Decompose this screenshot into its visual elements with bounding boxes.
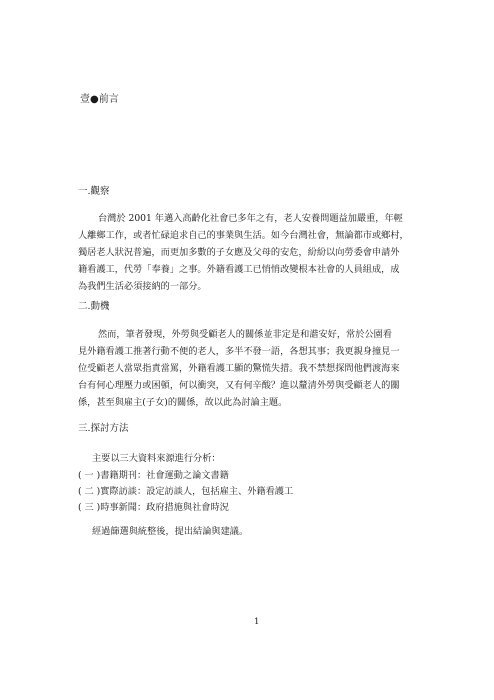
paragraph-line: 籍看護工，代勞「奉養」之事。外籍看護工已悄悄改變根本社會的人員組成，成 [78,264,400,275]
paragraph-line: 台有何心理壓力或困頓，何以衝突，又有何辛酸？進以釐清外勞與受顧老人的關 [78,380,400,391]
section-heading-motivation: 二.動機 [78,301,110,312]
paragraph-line: 係，甚至與雇主(子女)的關係，故以此為討論主題。 [78,397,288,408]
methods-intro: 主要以三大資料來源進行分析： [92,453,221,464]
paragraph-line: 為我們生活必須接納的一部分。 [78,281,207,292]
paragraph-line: 台灣於 2001 年邁入高齡化社會已多年之有，老人安養問題益加嚴重，年輕 [98,213,403,224]
method-list-item: ( 一 )書籍期刊：社會運動之論文書籍 [78,470,229,481]
document-title: 壹●前言 [80,94,119,105]
method-list-item: ( 二 )實際訪談：設定訪談人，包括雇主、外籍看護工 [78,486,294,497]
paragraph-line: 見外籍看護工推著行動不便的老人，多半不發一語，各想其事；我更親身撞見一 [78,346,400,357]
page-number: 1 [254,617,260,627]
section-heading-observation: 一.觀察 [78,186,110,197]
paragraph-line: 位受顧老人當眾指責當罵，外籍看護工顯的驚慌失措。我不禁想探問他們渡海來 [78,363,400,374]
paragraph-line: 然而，筆者發現，外勞與受顧老人的關係並非定是和諧安好，常於公園看 [98,329,392,340]
paragraph-line: 獨居老人狀況普遍，而更加多數的子女應及父母的安危，紛紛以向勞委會申請外 [78,247,400,258]
motivation-paragraph [78,326,416,411]
methods-closing: 經過篩選與統整後，提出結論與建議。 [92,526,249,537]
method-list-item: ( 三 )時事新聞：政府措施與社會時況 [78,502,229,513]
paragraph-line: 人離鄉工作，或者忙碌追求自己的事業與生活。如今台灣社會，無論都市或鄉村， [78,230,409,241]
observation-paragraph [78,210,416,295]
section-heading-methods: 三.探討方法 [78,423,129,434]
